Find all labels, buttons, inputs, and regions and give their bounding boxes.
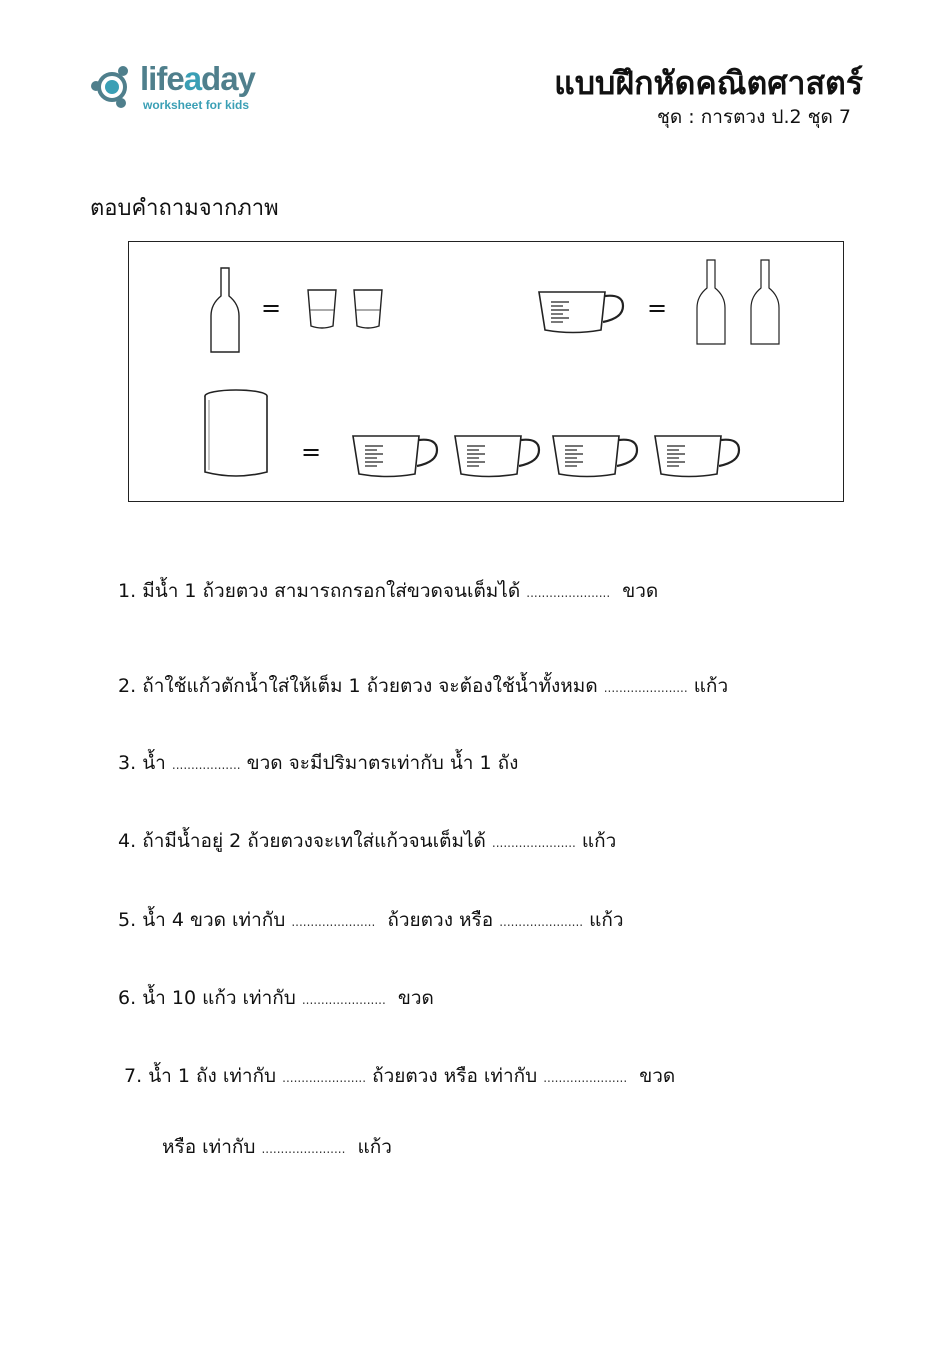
answer-blank[interactable]: ...................... — [301, 993, 386, 1007]
bottle-icon — [695, 258, 727, 346]
page-subtitle: ชุด : การตวง ป.2 ชุด 7 — [656, 106, 851, 128]
answer-blank[interactable]: ...................... — [603, 681, 688, 695]
answer-blank[interactable]: ...................... — [499, 915, 584, 929]
answer-blank[interactable]: ...................... — [543, 1071, 628, 1085]
equals-sign: = — [301, 438, 322, 466]
page-title: แบบฝึกหัดคณิตศาสตร์ — [554, 64, 863, 102]
question-2: 2. ถ้าใช้แก้วตักน้ำใส่ให้เต็ม 1 ถ้วยตวง จะต้องใช้น้ำทั้งหมด ...................... แก้ว — [118, 675, 729, 697]
question-3: 3. น้ำ .................. ขวด จะมีปริมาตรเท่ากับ น้ำ 1 ถัง — [118, 752, 519, 774]
answer-blank[interactable]: ...................... — [261, 1142, 346, 1156]
lifeaday-logo — [88, 60, 278, 116]
answer-blank[interactable]: ...................... — [291, 915, 376, 929]
measuring-cup-icon — [453, 432, 543, 480]
logo-brand-text: lifeaday — [140, 60, 255, 97]
question-6: 6. น้ำ 10 แก้ว เท่ากับ ...................... ขวด — [118, 987, 434, 1009]
bottle-icon — [749, 258, 781, 346]
instruction-text: ตอบคำถามจากภาพ — [90, 196, 279, 221]
equals-sign: = — [647, 294, 668, 322]
answer-blank[interactable]: ...................... — [282, 1071, 367, 1085]
glass-icon — [351, 288, 385, 330]
bucket-icon — [201, 386, 271, 482]
measuring-cup-icon — [653, 432, 743, 480]
glass-icon — [305, 288, 339, 330]
equals-sign: = — [261, 294, 282, 322]
question-4: 4. ถ้ามีน้ำอยู่ 2 ถ้วยตวงจะเทใส่แก้วจนเต็มได้ ...................... แก้ว — [118, 830, 617, 852]
question-5: 5. น้ำ 4 ขวด เท่ากับ ...................... ถ้วยตวง หรือ ...................... แก้ว — [118, 909, 624, 931]
measuring-cup-icon — [537, 288, 627, 336]
answer-blank[interactable]: .................. — [171, 758, 241, 772]
logo-molecule-icon — [88, 60, 138, 112]
measuring-cup-icon — [351, 432, 441, 480]
answer-blank[interactable]: ...................... — [526, 586, 611, 600]
question-1: 1. มีน้ำ 1 ถ้วยตวง สามารถกรอกใส่ขวดจนเต็มได้ ...................... ขวด — [118, 580, 659, 602]
question-7: 7. น้ำ 1 ถัง เท่ากับ ...................... ถ้วยตวง หรือ เท่ากับ ...................... ขวด — [124, 1065, 676, 1087]
answer-blank[interactable]: ...................... — [491, 836, 576, 850]
question-7-continued: หรือ เท่ากับ ...................... แก้ว — [162, 1136, 392, 1158]
logo-tagline: worksheet for kids — [143, 98, 250, 112]
bottle-icon — [209, 266, 241, 354]
figure-box — [128, 241, 844, 502]
measuring-cup-icon — [551, 432, 641, 480]
